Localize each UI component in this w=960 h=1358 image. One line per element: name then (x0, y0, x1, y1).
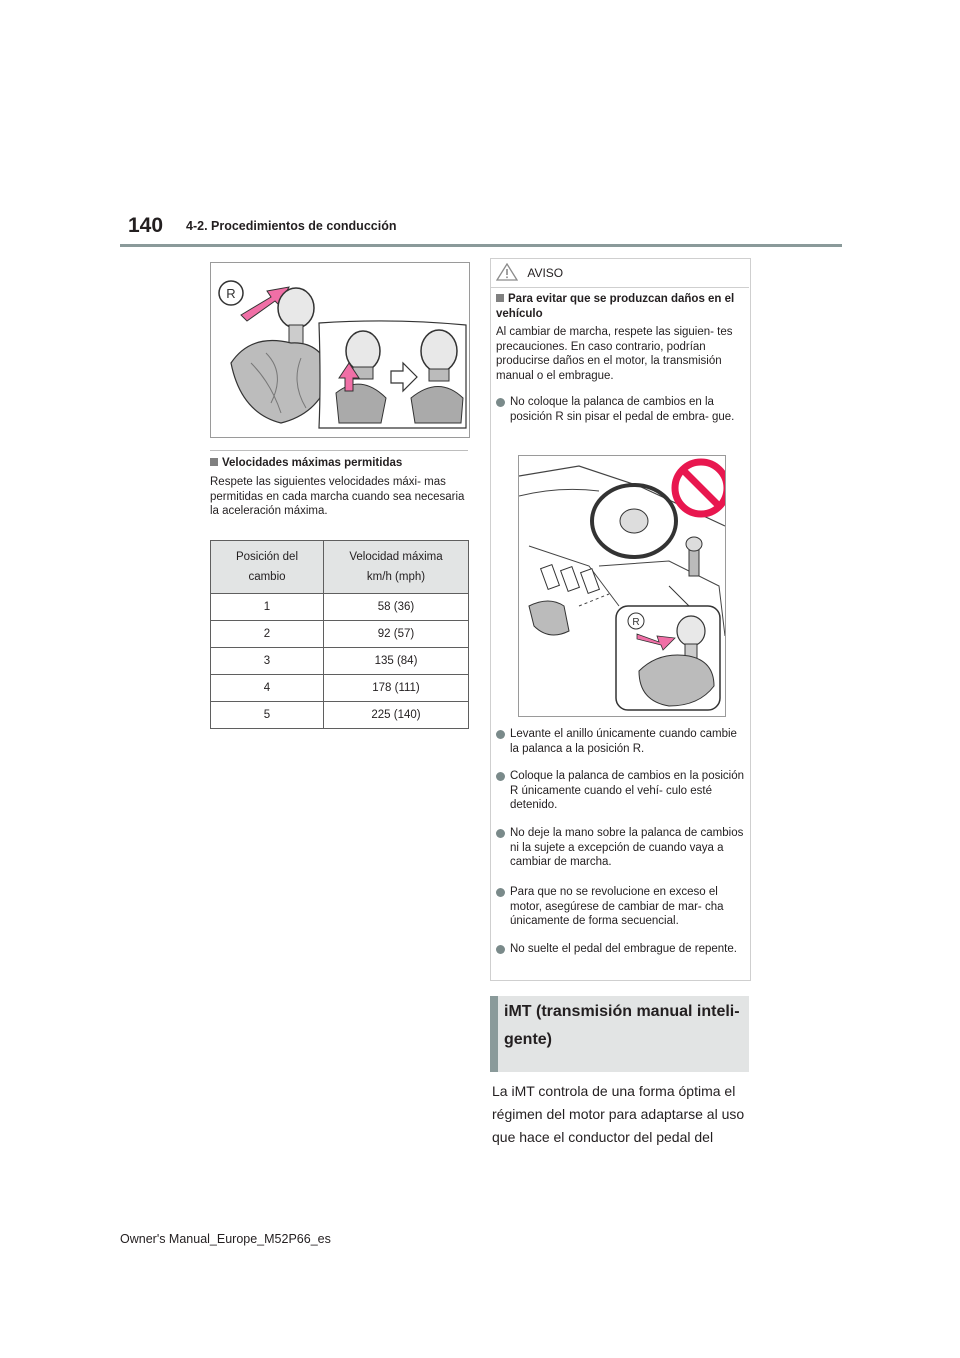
page-number: 140 (128, 214, 164, 237)
warning-rule (491, 287, 749, 288)
bullet-icon (496, 829, 505, 838)
square-bullet-icon (496, 294, 504, 302)
gear-shift-drawing (211, 263, 469, 437)
bullet-icon (496, 888, 505, 897)
r-label: R (632, 617, 640, 628)
section-title: 4-2. Procedimientos de conducción (186, 219, 397, 233)
dashboard-drawing (519, 456, 725, 716)
table-row: 1 58 (36) (211, 594, 469, 621)
warning-bullet: Para que no se revolucione en exceso el motor, asegúrese de cambiar de mar- cha únicamente de forma secuencial. (496, 885, 746, 929)
warning-heading: Para evitar que se produzcan daños en el vehículo (496, 293, 735, 320)
warning-bullet: Levante el anillo únicamente cuando cambie la palanca a la posición R. (496, 727, 746, 756)
warning-bullet: Coloque la palanca de cambios en la posición R únicamente cuando el vehí- culo esté detenido. (496, 769, 746, 813)
bullet-icon (496, 398, 505, 407)
footer-text: Owner's Manual_Europe_M52P66_es (120, 1232, 331, 1246)
section-divider (210, 450, 468, 451)
column-header-speed: Velocidad máxima km/h (mph) (324, 541, 469, 594)
header-rule (120, 244, 842, 247)
warning-header (496, 263, 563, 281)
warning-triangle-icon (496, 263, 518, 281)
table-row: 5 225 (140) (211, 702, 469, 729)
column-header-position: Posición del cambio (211, 541, 324, 594)
table-row: 2 92 (57) (211, 621, 469, 648)
warning-bullet: No deje la mano sobre la palanca de cambios ni la sujete a excepción de cuando vaya a cambiar de marcha. (496, 826, 746, 870)
warning-bullet: No suelte el pedal del embrague de repente. (496, 942, 746, 957)
bullet-icon (496, 730, 505, 739)
bullet-icon (496, 945, 505, 954)
bullet-icon (496, 772, 505, 781)
imt-heading: iMT (transmisión manual inteli- gente) (504, 1003, 740, 1048)
square-bullet-icon (210, 458, 218, 466)
gear-shift-illustration (210, 262, 470, 438)
r-label: R (226, 286, 236, 301)
table-header-row (211, 541, 469, 594)
max-speed-table (210, 540, 469, 729)
speeds-text: Respete las siguientes velocidades máxi- mas permitidas en cada marcha cuando sea necesaria la aceleración máxima. (210, 476, 465, 517)
warning-intro: Al cambiar de marcha, respete las siguien- tes precauciones. En caso contrario, podrían producirse daños en el motor, la transmisión manual o el embrague. (496, 326, 733, 382)
speeds-heading: Velocidades máximas permitidas (210, 456, 470, 471)
table-row: 3 135 (84) (211, 648, 469, 675)
imt-heading-bar (490, 996, 498, 1072)
table-row: 4 178 (111) (211, 675, 469, 702)
dashboard-illustration (518, 455, 726, 717)
warning-title: AVISO (527, 266, 564, 280)
warning-bullet: No coloque la palanca de cambios en la posición R sin pisar el pedal de embra- gue. (496, 395, 746, 424)
imt-body-text: La iMT controla de una forma óptima el régimen del motor para adaptarse al uso que hace el conductor del pedal del (492, 1083, 745, 1145)
